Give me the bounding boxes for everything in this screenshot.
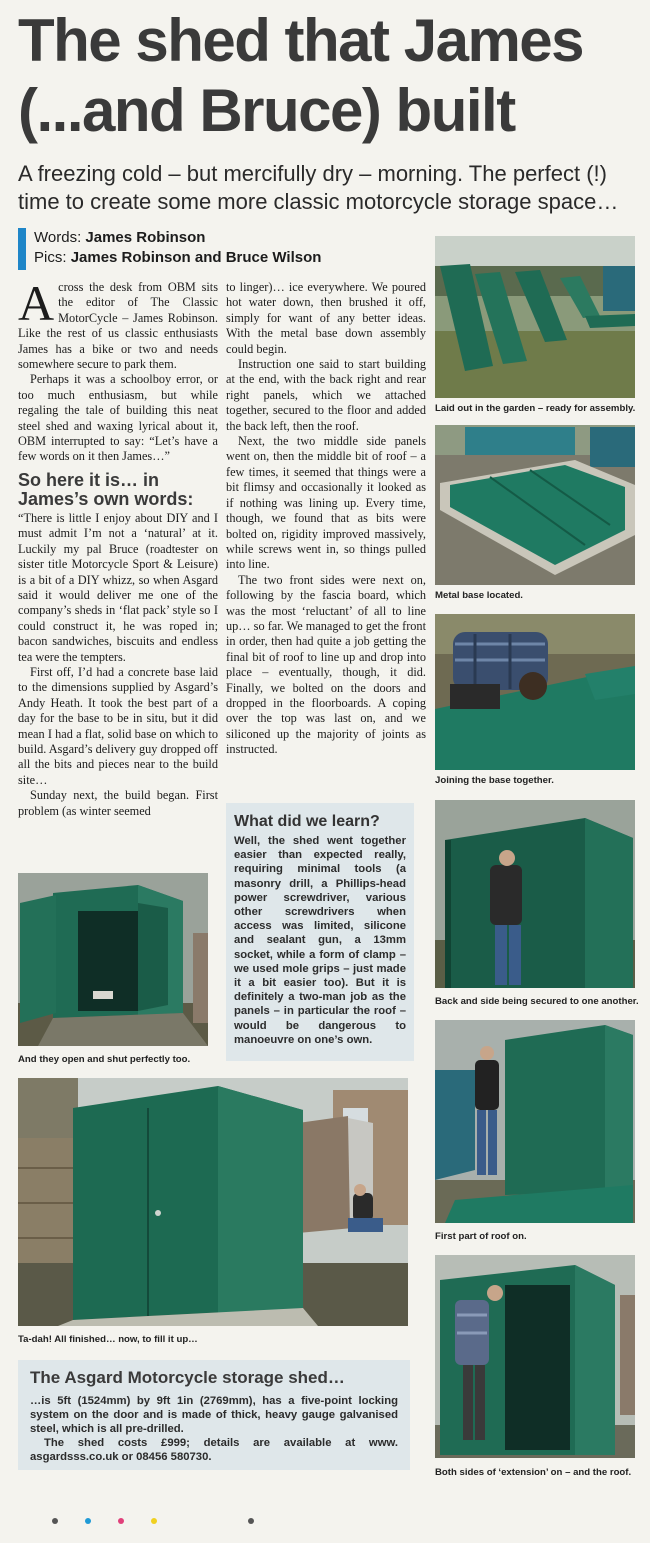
caption: And they open and shut perfectly too. <box>18 1054 191 1065</box>
learn-box-title: What did we learn? <box>234 813 380 830</box>
pics-label: Pics: <box>34 249 67 266</box>
photo-extension-sides <box>435 1255 635 1458</box>
photo-joining-base <box>435 614 635 770</box>
caption: Metal base located. <box>435 590 523 601</box>
learn-box-text: Well, the shed went together easier than expected really, requiring minimal tools (a masonry drill, a Phillips-head power screwdriver, various other screwdrivers when access was limited, silicone and sealant gun, a 13mm socket, while a form of clamp – we used mole grips – just made it a bit easier too). But it is definitely a two-man job as the panels – in particular the roof – would be dangerous to manoeuvre on one’s own. <box>234 835 406 1046</box>
words-label: Words: <box>34 229 82 246</box>
body-column-1 <box>18 275 218 819</box>
photo-panels-laid-out <box>435 236 635 398</box>
registration-mark <box>85 1518 91 1524</box>
photo-back-and-side <box>435 800 635 988</box>
body-paragraph: The two front sides were next on, following by the fascia board, which was the most ‘reluctant’ of all to line up… so far. We managed to get the front in order, then had quite a job getting the final bit of roof to line up and drop into place – eventually, though, it did. Finally, we bolted on the doors and dropped in the floorboards. A coping over the top was last on, and we siliconed up the majority of joints as instructed. <box>226 572 426 757</box>
headline-line-1: The shed that James <box>18 7 584 74</box>
registration-mark <box>248 1518 254 1524</box>
body-paragraph: to linger)… ice everywhere. We poured hot water down, then brushed it off, simply for want of any better ideas. With the metal base down assembly could begin. <box>226 280 426 356</box>
caption: Ta-dah! All finished… now, to fill it up… <box>18 1334 198 1345</box>
what-did-we-learn-box <box>226 803 414 1061</box>
standfirst-line-2: time to create some more classic motorcycle storage space… <box>18 189 619 214</box>
caption: First part of roof on. <box>435 1231 527 1242</box>
info-box-price: The shed costs £999; details are available at www. asgardsss.co.uk or 08456 580730. <box>30 1437 398 1463</box>
body-paragraph: First off, I’d had a concrete base laid to the dimensions supplied by Asgard’s Andy Heath. It took the best part of a day for the base to be in situ, but it did mean I had a flat, solid base on which to build. Asgard’s delivery guy dropped off all the bits and pieces near to the build site… <box>18 664 218 787</box>
caption: Laid out in the garden – ready for assembly. <box>435 403 636 414</box>
photo-doors-open <box>18 873 208 1046</box>
registration-mark <box>118 1518 124 1524</box>
caption: Both sides of ‘extension’ on – and the roof. <box>435 1467 632 1478</box>
info-box-text: …is 5ft (1524mm) by 9ft 1in (2769mm), has a five-point locking system on the door and is made of thick, heavy gauge galvanised steel, which is all pre-drilled. <box>30 1395 398 1435</box>
words-author: James Robinson <box>85 229 206 246</box>
caption: Back and side being secured to one another. <box>435 996 639 1007</box>
body-paragraph: Across the desk from OBM sits the editor of The Classic MotorCycle – James Robinson. Like the rest of us classic enthusiasts James has a bike or two and needs somewhere secure to park them. <box>18 275 218 372</box>
photo-metal-base <box>435 425 635 585</box>
section-subhead: So here it is… in James’s own words: <box>18 469 194 509</box>
registration-mark <box>151 1518 157 1524</box>
drop-cap: A <box>18 275 55 331</box>
body-paragraph: “There is little I enjoy about DIY and I must admit I’m not a ‘natural’ at it. Luckily my pal Bruce (roadtester on sister title Motorcycle Sport & Leisure) is a bit of a DIY whizz, so when Asgard said it would deliver me one of the company’s sheds in ‘flat pack’ style so I could construct it, he was roped in; bacon sandwiches, biscuits and endless tea were the tempters. <box>18 510 218 664</box>
shed-info-box <box>18 1360 410 1470</box>
body-paragraph: Instruction one said to start building at the end, with the back right and rear right panels, which we attached together, secured to the floor and added the back left, then the roof. <box>226 357 426 433</box>
standfirst <box>18 160 638 216</box>
standfirst-line-1: A freezing cold – but mercifully dry – morning. The perfect (!) <box>18 161 607 186</box>
body-column-2 <box>226 280 426 758</box>
headline <box>18 6 638 146</box>
caption: Joining the base together. <box>435 775 554 786</box>
body-paragraph: Next, the two middle side panels went on, then the middle bit of roof – a few times, it seemed that things were a bit flimsy and occasionally it looked as if nothing was lining up. Every time, though, we found that as bits were bolted on, rigidity improved massively, while screws went in, so things pulled into line. <box>226 434 426 572</box>
photo-roof-first-part <box>435 1020 635 1223</box>
photo-finished-shed <box>18 1078 408 1326</box>
headline-line-2: (...and Bruce) built <box>18 77 515 144</box>
byline <box>18 228 428 270</box>
registration-mark <box>52 1518 58 1524</box>
body-paragraph: Sunday next, the build began. First problem (as winter seemed <box>18 788 218 818</box>
pics-author: James Robinson and Bruce Wilson <box>70 249 322 266</box>
body-paragraph: Perhaps it was a schoolboy error, or too much enthusiasm, but while regaling the tale of building this neat steel shed and waxing lyrical about it, OBM interrupted to say: “Let’s have a few words on it then James…” <box>18 372 218 464</box>
info-box-title: The Asgard Motorcycle storage shed… <box>30 1368 345 1387</box>
